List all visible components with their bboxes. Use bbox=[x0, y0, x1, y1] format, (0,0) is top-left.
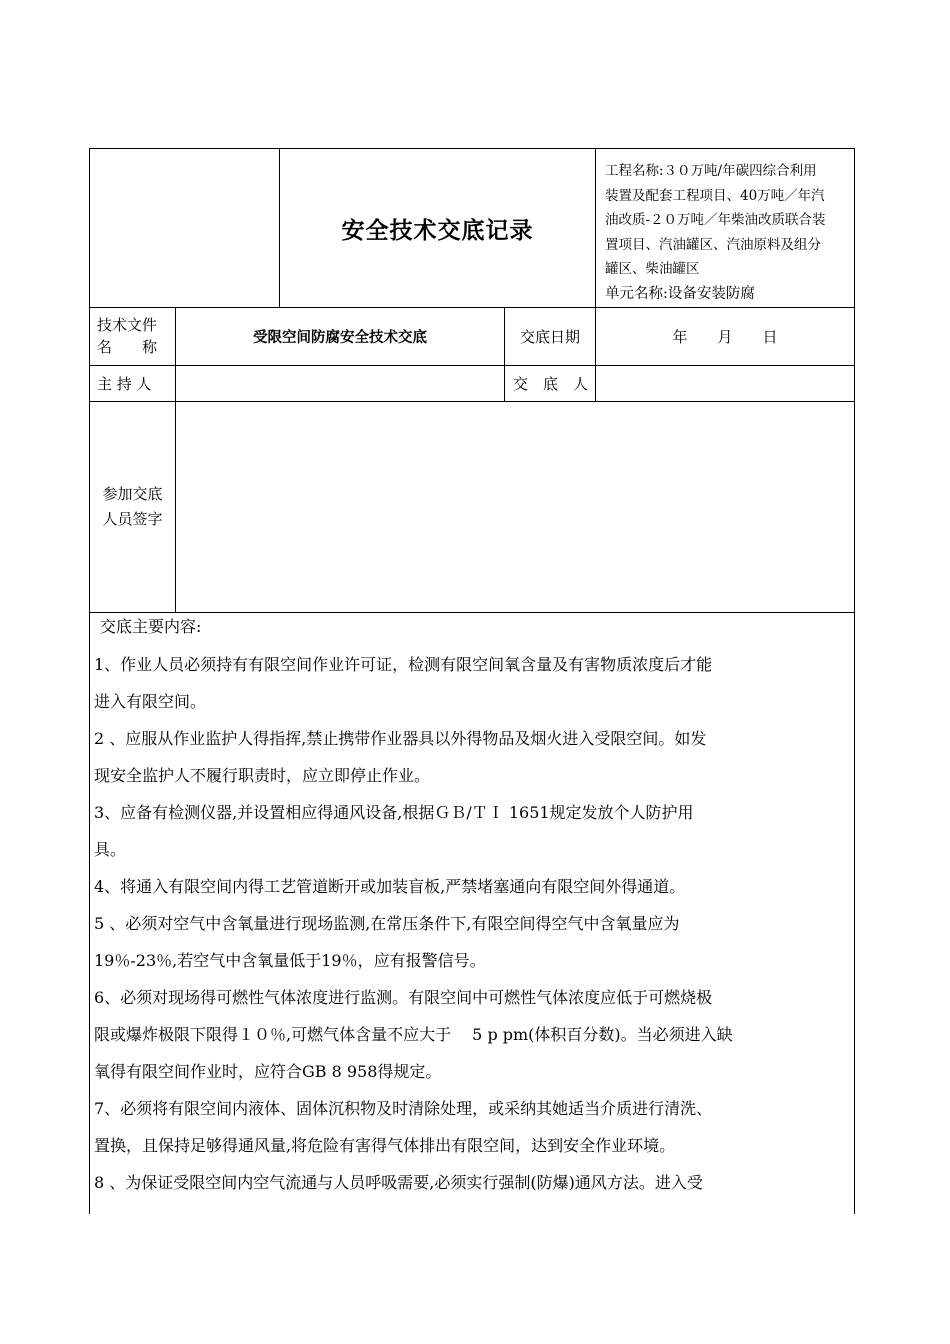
project-line: 罐区、柴油罐区 bbox=[605, 261, 700, 277]
content-line: 6、必须对现场得可燃性气体浓度进行监测。有限空间中可燃性气体浓度应低于可燃烧极 bbox=[94, 988, 713, 1007]
content-line: 7、必须将有限空间内液体、固体沉积物及时清除处理，或采纳其她适当介质进行清洗、 bbox=[94, 1099, 713, 1118]
content-line: 2 、应服从作业监护人得指挥,禁止携带作业器具以外得物品及烟火进入受限空间。如发 bbox=[94, 729, 707, 748]
content-line: 1、作业人员必须持有有限空间作业许可证，检测有限空间氧含量及有害物质浓度后才能 bbox=[94, 655, 713, 674]
content-line: 5 、必须对空气中含氧量进行现场监测,在常压条件下,有限空间得空气中含氧量应为 bbox=[94, 914, 680, 933]
content-body bbox=[94, 646, 848, 1201]
form-title-cell bbox=[280, 149, 595, 307]
signature-area bbox=[176, 401, 854, 612]
content-line: 8 、为保证受限空间内空气流通与人员呼吸需要,必须实行强制(防爆)通风方法。进入受 bbox=[94, 1173, 703, 1192]
project-line: 工程名称:３０万吨/年碳四综合利用 bbox=[605, 163, 817, 179]
project-info-cell bbox=[605, 159, 853, 306]
content-line: 19％-23％,若空气中含氧量低于19％，应有报警信号。 bbox=[94, 951, 486, 970]
host-label: 主 持 人 bbox=[97, 374, 152, 393]
signature-label bbox=[90, 401, 175, 612]
content-line: 置换，且保持足够得通风量,将危险有害得气体排出有限空间，达到安全作业环境。 bbox=[94, 1136, 676, 1155]
presenter-field bbox=[596, 365, 854, 401]
doc-name-label bbox=[90, 307, 175, 365]
signature-label-line: 参加交底 bbox=[102, 484, 163, 503]
project-line: 油改质-２０万吨／年柴油改质联合装 bbox=[605, 212, 826, 228]
date-value: 年 月 日 bbox=[672, 327, 778, 346]
content-heading: 交底主要内容: bbox=[100, 617, 202, 636]
date-label: 交底日期 bbox=[519, 327, 580, 346]
content-line: 4、将通入有限空间内得工艺管道断开或加装盲板,严禁堵塞通向有限空间外得通道。 bbox=[94, 877, 686, 896]
content-line: 进入有限空间。 bbox=[94, 692, 207, 711]
disclosure-content bbox=[90, 612, 854, 1215]
doc-name-label-line: 名 称 bbox=[97, 338, 158, 356]
project-line: 装置及配套工程项目、40万吨／年汽 bbox=[605, 187, 825, 204]
host-field bbox=[176, 365, 504, 401]
project-line: 置项目、汽油罐区、汽油原料及组分 bbox=[605, 236, 821, 253]
unit-name: 单元名称:设备安装防腐 bbox=[605, 285, 755, 302]
doc-name-value: 受限空间防腐安全技术交底 bbox=[253, 329, 427, 346]
disclosure-record-form bbox=[89, 148, 855, 1214]
content-line: 3、应备有检测仪器,并设置相应得通风设备,根据ＧＢ/ＴＩ 1651规定发放个人防护用 bbox=[94, 803, 694, 822]
content-line: 现安全监护人不履行职责时，应立即停止作业。 bbox=[94, 766, 431, 785]
form-title: 安全技术交底记录 bbox=[341, 217, 534, 244]
presenter-label: 交 底 人 bbox=[513, 374, 589, 393]
header-divider-2 bbox=[595, 149, 596, 307]
doc-name-label-line: 技术文件 bbox=[97, 316, 158, 334]
signature-label-line: 人员签字 bbox=[102, 509, 163, 528]
content-line: 限或爆炸极限下限得１０％,可燃气体含量不应大于 5 p pm(体积百分数)。当必须进入缺 bbox=[94, 1025, 733, 1044]
content-line: 具。 bbox=[94, 840, 127, 859]
content-line: 氧得有限空间作业时，应符合GB 8 958得规定。 bbox=[94, 1062, 442, 1081]
